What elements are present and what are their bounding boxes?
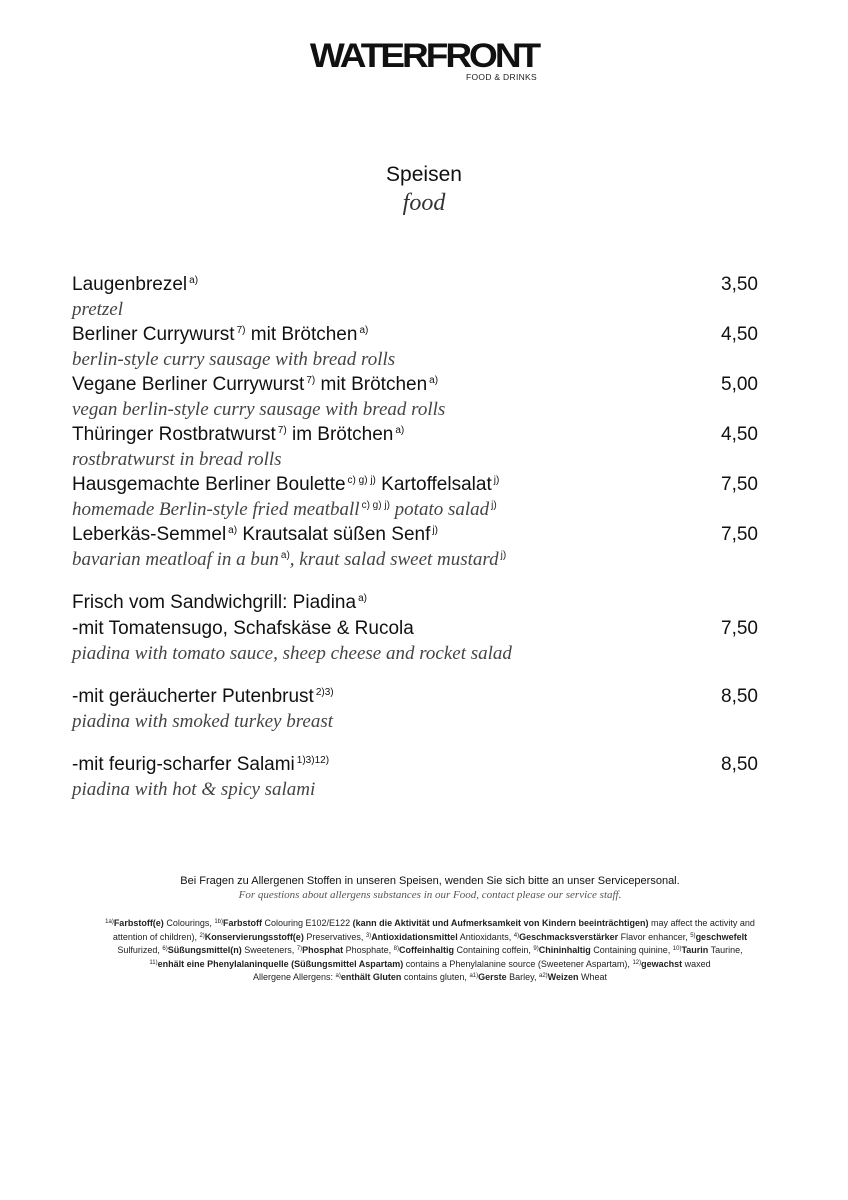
section-title: [0, 162, 848, 218]
legend-key: 4): [513, 932, 520, 939]
item-allergen-extra: j): [493, 475, 500, 486]
legend-translation: Preservatives,: [303, 931, 366, 942]
legend-key: 8): [393, 946, 399, 952]
piadina-name-text: -mit Tomatensugo, Schafskäse & Rucola: [72, 618, 414, 639]
legend-key: 2): [199, 932, 205, 939]
description-allergen: a): [280, 550, 290, 561]
piadina-price: 7,50: [721, 618, 758, 639]
item-name-extra: Krautsalat süßen Senf: [237, 524, 431, 545]
item-name-text: Leberkäs-Semmel: [72, 524, 227, 545]
item-name-extra: Kartoffelsalat: [375, 474, 492, 495]
item-description: [72, 348, 758, 372]
legend-key: 1b): [214, 919, 224, 925]
piadina-allergen: 2)3): [315, 687, 334, 698]
legend-key: 7): [296, 946, 303, 952]
item-name-extra: im Brötchen: [286, 424, 394, 445]
menu-item: [72, 372, 758, 422]
piadina-description: piadina with smoked turkey breast: [72, 711, 334, 732]
piadina-title: [72, 590, 758, 616]
legend-translation: Antioxidants,: [457, 931, 514, 942]
legend-term: Geschmacksverstärker: [519, 931, 619, 942]
item-allergen: c) g) j): [347, 475, 376, 486]
menu-item: [72, 522, 758, 572]
item-description-text: bavarian meatloaf in a bun: [72, 549, 279, 570]
piadina-price: 8,50: [721, 754, 758, 775]
item-name-extra: mit Brötchen: [315, 374, 428, 395]
legend-translation: Sulfurized,: [117, 945, 163, 955]
item-description-extra: , kraut salad sweet mustard: [289, 549, 499, 570]
piadina-title-text: Frisch vom Sandwichgrill: Piadina: [72, 592, 357, 613]
item-description-text: vegan berlin-style curry sausage with bread rolls: [72, 399, 446, 420]
item-name: [72, 422, 758, 448]
item-description-text: pretzel: [72, 299, 124, 320]
item-allergen-extra: a): [359, 325, 369, 336]
piadina-item: [72, 684, 758, 734]
description-allergen: c) g) j): [361, 500, 390, 511]
item-name-text: Thüringer Rostbratwurst: [72, 424, 276, 445]
description-allergen-extra: j): [500, 550, 507, 561]
item-description-text: homemade Berlin-style fried meatball: [72, 499, 360, 520]
piadina-description: piadina with tomato sauce, sheep cheese and rocket salad: [72, 643, 512, 664]
allergen-question-de: Bei Fragen zu Allergenen Stoffen in unseren Speisen, wenden Sie sich bitte an unser Servicepersonal.: [180, 875, 680, 887]
section-title-en: food: [402, 190, 446, 216]
legend-translation: Sweeteners,: [241, 945, 297, 955]
legend-translation: Wheat: [578, 972, 608, 982]
legend-key: a1): [469, 973, 479, 979]
item-price: 7,50: [721, 474, 758, 495]
piadina-name: [72, 616, 758, 642]
item-allergen: a): [228, 525, 238, 536]
brand-tagline: FOOD & DRINKS: [466, 72, 537, 82]
piadina-name: [72, 752, 758, 778]
item-allergen: 7): [277, 425, 287, 436]
legend-term: Süßungsmittel(n): [167, 945, 242, 955]
allergens-label: Allergene Allergens:: [252, 972, 336, 982]
item-price: 5,00: [721, 374, 758, 395]
piadina-price: 8,50: [721, 686, 758, 707]
piadina-item: [72, 752, 758, 802]
item-description: [72, 448, 758, 472]
legend-translation: Containing coffein,: [453, 945, 534, 955]
menu-item: [72, 272, 758, 322]
item-price: 4,50: [721, 324, 758, 345]
item-name: [72, 272, 758, 298]
menu-item: [72, 322, 758, 372]
additives-legend: [105, 918, 755, 969]
item-allergen: a): [189, 275, 199, 286]
legend-term: Taurin: [681, 945, 709, 955]
item-name: [72, 322, 758, 348]
legend-key: 10): [672, 946, 682, 952]
item-name: [72, 472, 758, 498]
piadina-item: [72, 616, 758, 666]
allergens-legend: [336, 972, 607, 982]
item-description: [72, 298, 758, 322]
piadina-allergen: 1)3)12): [296, 755, 330, 766]
item-price: 3,50: [721, 274, 758, 295]
item-name-extra: mit Brötchen: [245, 324, 358, 345]
legend-translation: Containing quinine,: [590, 945, 673, 955]
piadina-title-allergen: a): [358, 593, 367, 604]
legend-translation: Flavor enhancer,: [618, 931, 691, 942]
legend-key: a): [335, 973, 341, 979]
legend-key: 6): [162, 946, 168, 952]
item-name-text: Berliner Currywurst: [72, 324, 235, 345]
item-description-text: berlin-style curry sausage with bread rolls: [72, 349, 396, 370]
legend-key: a2): [538, 973, 548, 979]
menu-list: [72, 272, 758, 802]
legend-term: Phosphat: [302, 945, 344, 955]
menu-item: [72, 472, 758, 522]
legend-term: enthält Gluten: [340, 972, 402, 982]
legend-translation: Phosphate,: [343, 945, 394, 955]
piadina-description: piadina with hot & spicy salami: [72, 779, 316, 800]
item-description: [72, 498, 758, 522]
item-description: [72, 398, 758, 422]
item-description-extra: potato salad: [389, 499, 490, 520]
allergen-question-en: For questions about allergens substances in our Food, contact please our service staff.: [238, 889, 622, 901]
item-allergen-extra: j): [432, 525, 438, 536]
section-title-de: Speisen: [386, 163, 462, 186]
item-name: [72, 522, 758, 548]
legend-term: Coffeinhaltig: [398, 945, 454, 955]
legend-translation: waxed: [682, 958, 711, 969]
legend-key: 9): [533, 946, 539, 952]
description-allergen-extra: j): [491, 500, 497, 511]
item-price: 4,50: [721, 424, 758, 445]
item-price: 7,50: [721, 524, 758, 545]
legend-translation: Taurine,: [708, 945, 743, 955]
legend-term: enhält eine Phenylalaninquelle (Süßungsmittel Aspartam): [157, 958, 404, 969]
legend-translation: contains gluten,: [401, 972, 470, 982]
legend-key: 3): [365, 932, 372, 939]
piadina-name-text: -mit feurig-scharfer Salami: [72, 754, 295, 775]
legend-term: (kann die Aktivität und Aufmerksamkeit von Kindern beeinträchtigen): [352, 918, 649, 928]
legend-term: Chininhaltig: [538, 945, 591, 955]
legend-term: Konservierungsstoff(e): [204, 931, 304, 942]
piadina-name: [72, 684, 758, 710]
legend-translation: Colouring E102/E122: [262, 918, 353, 928]
item-name: [72, 372, 758, 398]
legend-translation: contains a Phenylalanine source (Sweetener Aspartam),: [403, 958, 633, 969]
legend-term: Farbstoff: [223, 918, 263, 928]
legend-term: Weizen: [547, 972, 579, 982]
footer: [100, 874, 760, 984]
brand-name: WATERFRONT: [309, 36, 539, 75]
legend-term: Gerste: [478, 972, 507, 982]
item-description-text: rostbratwurst in bread rolls: [72, 449, 282, 470]
item-allergen: 7): [236, 325, 246, 336]
item-description: [72, 548, 758, 572]
item-allergen-extra: a): [429, 375, 439, 386]
brand-logo: [0, 38, 848, 82]
item-name-text: Hausgemachte Berliner Boulette: [72, 474, 346, 495]
legend-translation: Colourings,: [163, 918, 215, 928]
item-name-text: Laugenbrezel: [72, 274, 188, 295]
menu-items: [72, 272, 758, 572]
legend-term: geschwefelt: [695, 931, 748, 942]
piadina-items: [72, 616, 758, 802]
legend-key: 1a): [105, 919, 114, 925]
legend-term: Antioxidationsmittel: [371, 931, 458, 942]
legend-translation: may affect the activity and attention of children),: [112, 918, 755, 942]
legend-term: gewachst: [641, 958, 683, 969]
legend-key: 12): [632, 959, 642, 966]
menu-item: [72, 422, 758, 472]
legend-key: 11): [149, 959, 158, 966]
piadina-name-text: -mit geräucherter Putenbrust: [72, 686, 314, 707]
legend-term: Farbstoff(e): [113, 918, 164, 928]
legend-translation: Barley,: [506, 972, 539, 982]
item-allergen: 7): [306, 375, 316, 386]
legend-key: 5): [690, 932, 696, 939]
allergen-legend: [100, 916, 760, 984]
item-name-text: Vegane Berliner Currywurst: [72, 374, 305, 395]
item-allergen-extra: a): [395, 425, 405, 436]
